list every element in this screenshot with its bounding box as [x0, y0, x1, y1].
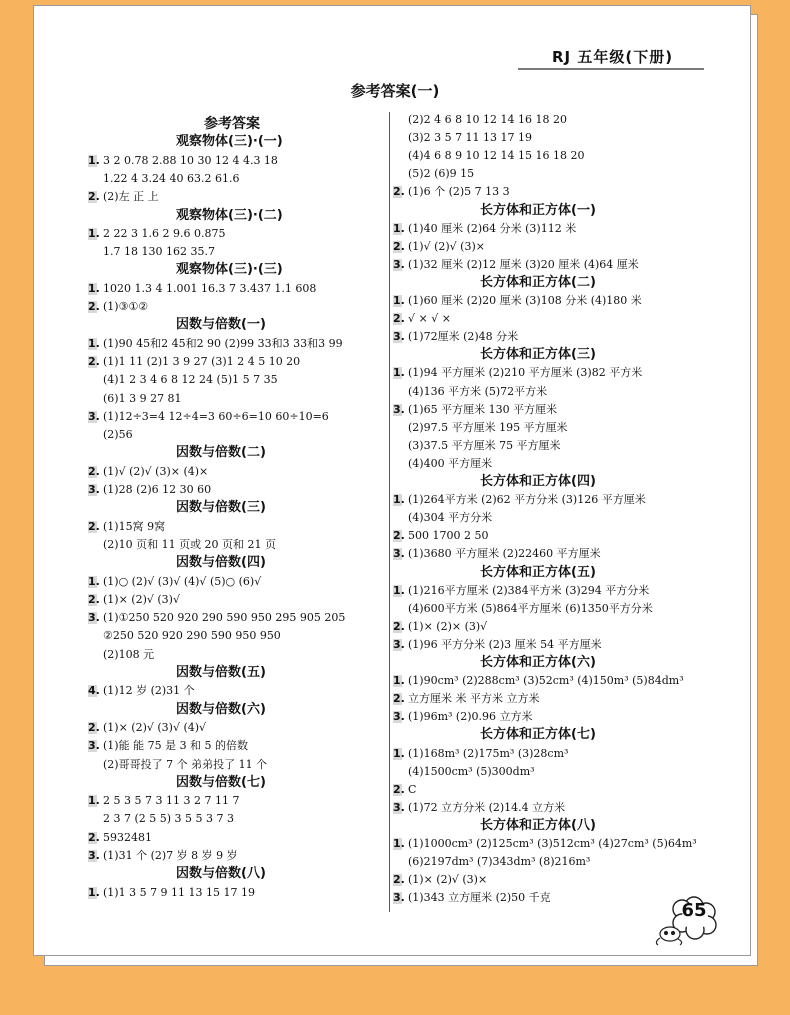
question-number: 1.: [88, 336, 100, 350]
answer-row: [88, 848, 238, 864]
answer-text: (1)343 立方厘米 (2)50 千克: [408, 891, 551, 905]
answer-text: (1)65 平方厘米 130 平方厘米: [408, 402, 558, 416]
answer-text: (1)72 立方分米 (2)14.4 立方米: [408, 800, 566, 814]
question-number: 2.: [393, 619, 405, 633]
answer-row: [393, 384, 547, 400]
section-heading: 因数与倍数(五): [176, 665, 266, 680]
answer-row: [393, 221, 576, 237]
answer-row: [393, 510, 492, 526]
answer-text: (1)32 厘米 (2)12 厘米 (3)20 厘米 (4)64 厘米: [408, 257, 639, 271]
question-number: 3.: [393, 891, 405, 905]
answer-row: [393, 583, 649, 599]
question-number: 3.: [88, 611, 100, 625]
answer-row: [393, 365, 642, 381]
answer-row: [393, 438, 561, 454]
answer-row: [393, 311, 451, 327]
answer-text: (1)28 (2)6 12 30 60: [103, 483, 212, 496]
question-number: 3.: [393, 330, 405, 344]
answer-row: [88, 647, 154, 663]
question-number: 2.: [88, 190, 100, 204]
answer-text: (1)√ (2)√ (3)× (4)×: [103, 464, 209, 478]
answer-row: [88, 244, 215, 260]
question-number: 2.: [393, 312, 405, 326]
question-number: 1.: [88, 794, 100, 808]
answer-row: [393, 293, 642, 309]
answer-row: [88, 189, 159, 205]
answer-text: 2 3 7 (2 5 5) 3 5 5 3 7 3: [103, 812, 235, 826]
answer-row: [88, 391, 182, 407]
answer-row: [393, 673, 684, 689]
answer-row: [393, 456, 492, 472]
answer-row: [88, 281, 316, 297]
answer-text: (1)○ (2)√ (3)√ (4)√ (5)○ (6)√: [103, 574, 262, 588]
question-number: 3.: [88, 849, 100, 862]
answer-text: (1)× (2)× (3)√: [408, 619, 488, 633]
answer-text: 1020 1.3 4 1.001 16.3 7 3.437 1.1 608: [103, 281, 317, 295]
answer-row: [88, 171, 239, 187]
answer-row: [393, 130, 532, 146]
section-heading: 因数与倍数(四): [176, 555, 266, 571]
question-number: 1.: [393, 294, 405, 307]
section-heading: 观察物体(三)·(三): [176, 262, 283, 278]
answer-row: [393, 709, 533, 725]
question-number: 2.: [88, 354, 100, 368]
section-heading: 因数与倍数(六): [176, 701, 266, 717]
section-heading: 长方体和正方体(一): [480, 202, 596, 218]
question-number: 3.: [393, 710, 405, 724]
question-number: 3.: [88, 483, 100, 496]
section-heading: 因数与倍数(三): [176, 500, 266, 516]
answer-row: [88, 683, 195, 699]
answer-row: [88, 537, 276, 553]
grade-label: RJ 五年级(下册): [552, 48, 674, 66]
question-number: 1.: [393, 366, 405, 380]
answer-row: [393, 166, 474, 182]
answer-text: (1)15窝 9窝: [103, 519, 166, 533]
question-number: 2.: [88, 830, 100, 844]
answer-row: [88, 720, 206, 736]
answer-row: [88, 427, 133, 443]
question-number: 3.: [88, 739, 100, 753]
answer-row: [393, 528, 488, 544]
answer-text: (6)2197dm³ (7)343dm³ (8)216m³: [408, 855, 591, 869]
section-heading: 因数与倍数(一): [176, 317, 266, 333]
answer-text: (1)90 45和2 45和2 90 (2)99 33和3 33和3 99: [103, 336, 343, 350]
answer-text: (1)216平方厘米 (2)384平方米 (3)294 平方分米: [408, 583, 650, 597]
answer-row: [88, 738, 248, 754]
answer-text: (1)12÷3=4 12÷4=3 60÷6=10 60÷10=6: [103, 409, 329, 423]
answer-row: [393, 402, 557, 418]
header-rule: [518, 68, 704, 70]
answer-text: (1)1000cm³ (2)125cm³ (3)512cm³ (4)27cm³ (5)64m³: [408, 837, 697, 850]
section-heading: 长方体和正方体(四): [480, 474, 596, 489]
answer-row: [393, 836, 697, 852]
question-number: 1.: [88, 281, 100, 295]
answer-row: [88, 482, 211, 498]
question-number: 2.: [88, 519, 100, 533]
section-heading: 观察物体(三)·(一): [176, 134, 283, 150]
question-number: 3.: [393, 257, 405, 271]
answer-row: [88, 885, 255, 901]
answer-text: (1)12 岁 (2)31 个: [103, 684, 195, 698]
answer-row: [88, 409, 329, 425]
answer-text: (2)97.5 平方厘米 195 平方厘米: [408, 420, 568, 434]
answer-text: (2)108 元: [103, 647, 155, 661]
question-number: 2.: [88, 720, 100, 734]
section-heading: 长方体和正方体(七): [480, 727, 596, 743]
answer-text: (1)3680 平方厘米 (2)22460 平方厘米: [408, 547, 601, 561]
answer-text: (3)2 3 5 7 11 13 17 19: [408, 131, 533, 145]
question-number: 3.: [393, 800, 405, 814]
answer-text: (1)× (2)√ (3)√ (4)√: [103, 720, 207, 734]
question-number: 3.: [88, 409, 100, 423]
question-number: 3.: [393, 637, 405, 651]
answer-text: 1.7 18 130 162 35.7: [103, 245, 215, 259]
question-number: 2.: [393, 239, 405, 253]
answer-row: [88, 830, 152, 846]
answer-row: [393, 872, 487, 888]
question-number: 1.: [88, 885, 100, 899]
question-number: 3.: [393, 402, 405, 416]
answer-text: (1)1 3 5 7 9 11 13 15 17 19: [103, 885, 256, 899]
answer-row: [88, 592, 180, 608]
answer-text: (1)1 11 (2)1 3 9 27 (3)1 2 4 5 10 20: [103, 354, 301, 368]
answer-row: [88, 757, 267, 773]
question-number: 2.: [88, 592, 100, 606]
answer-text: (1)③①②: [103, 300, 149, 313]
answer-row: [88, 628, 281, 644]
question-number: 1.: [393, 674, 405, 688]
answer-text: (5)2 (6)9 15: [408, 167, 475, 181]
answer-row: [88, 793, 239, 809]
answer-row: [393, 800, 565, 816]
section-heading: 因数与倍数(八): [176, 866, 266, 882]
answer-text: (1)40 厘米 (2)64 分米 (3)112 米: [408, 221, 577, 235]
answer-text: (3)37.5 平方厘米 75 平方厘米: [408, 438, 561, 452]
question-number: 2.: [393, 873, 405, 887]
question-number: 1.: [88, 153, 100, 167]
question-number: 2.: [393, 185, 405, 199]
question-number: 2.: [393, 529, 405, 543]
section-heading: 长方体和正方体(五): [480, 564, 596, 580]
answer-text: (1)能 能 75 是 3 和 5 的倍数: [103, 739, 249, 753]
question-number: 3.: [393, 547, 405, 561]
question-number: 1.: [88, 574, 100, 588]
answer-text: √ × √ ×: [408, 312, 451, 326]
page-number: 65: [681, 900, 707, 921]
answer-row: [393, 329, 518, 345]
answer-row: [88, 153, 278, 169]
answer-text: (1)6 个 (2)5 7 13 3: [408, 185, 510, 199]
answer-row: [393, 184, 510, 200]
answer-row: [393, 257, 639, 273]
question-number: 2.: [393, 692, 405, 706]
question-number: 1.: [393, 583, 405, 597]
section-heading: 长方体和正方体(六): [480, 655, 596, 670]
answer-text: (1)72厘米 (2)48 分米: [408, 330, 519, 344]
answer-text: 5932481: [103, 830, 152, 844]
question-number: 4.: [88, 684, 100, 698]
answer-row: [88, 336, 343, 352]
answer-row: [393, 492, 646, 508]
answer-row: [88, 464, 208, 480]
question-number: 1.: [88, 226, 100, 240]
section-heading: 长方体和正方体(八): [480, 817, 596, 833]
answer-text: (4)1500cm³ (5)300dm³: [408, 764, 535, 778]
answer-text: (1)①250 520 920 290 590 950 295 905 205: [103, 611, 346, 625]
section-heading: 观察物体(三)·(二): [176, 207, 283, 223]
answers-heading: 参考答案: [204, 116, 260, 132]
answer-text: 1.22 4 3.24 40 63.2 61.6: [103, 171, 240, 185]
question-number: 2.: [88, 300, 100, 313]
answer-row: [88, 574, 261, 590]
answer-text: (4)136 平方米 (5)72平方米: [408, 384, 548, 398]
answer-text: (1)31 个 (2)7 岁 8 岁 9 岁: [103, 849, 238, 862]
answer-row: [393, 239, 485, 255]
answer-row: [88, 299, 148, 315]
answer-text: (1)168m³ (2)175m³ (3)28cm³: [408, 746, 569, 760]
answer-text: (2)10 页和 11 页或 20 页和 21 页: [103, 537, 277, 551]
answer-text: 3 2 0.78 2.88 10 30 12 4 4.3 18: [103, 153, 278, 167]
answer-row: [88, 610, 345, 626]
answer-text: (4)304 平方分米: [408, 511, 493, 525]
answer-text: 2 5 3 5 7 3 11 3 2 7 11 7: [103, 794, 240, 808]
answer-text: (2)56: [103, 428, 133, 442]
answer-text: 500 1700 2 50: [408, 529, 489, 543]
answer-text: (4)4 6 8 9 10 12 14 15 16 18 20: [408, 149, 585, 163]
question-number: 1.: [393, 746, 405, 760]
answer-row: [88, 811, 234, 827]
answer-row: [393, 420, 568, 436]
page-title: 参考答案(一): [350, 82, 440, 100]
answer-text: (2)左 正 上: [103, 190, 159, 204]
section-heading: 因数与倍数(七): [176, 774, 266, 790]
answer-row: [393, 746, 568, 762]
question-number: 1.: [393, 837, 405, 850]
question-number: 2.: [393, 782, 405, 796]
answer-row: [393, 764, 535, 780]
answer-text: (4)400 平方厘米: [408, 456, 493, 470]
column-divider: [389, 112, 390, 912]
answer-text: (4)1 2 3 4 6 8 12 24 (5)1 5 7 35: [103, 373, 278, 387]
section-heading: 因数与倍数(二): [176, 445, 266, 461]
answer-text: (1)60 厘米 (2)20 厘米 (3)108 分米 (4)180 米: [408, 294, 642, 307]
answer-row: [393, 546, 601, 562]
answer-text: (1)96 平方分米 (2)3 厘米 54 平方厘米: [408, 637, 602, 651]
answer-text: (1)× (2)√ (3)√: [103, 592, 180, 606]
answer-text: (1)264平方米 (2)62 平方分米 (3)126 平方厘米: [408, 493, 646, 507]
section-heading: 长方体和正方体(二): [480, 274, 596, 290]
answer-text: (6)1 3 9 27 81: [103, 391, 182, 405]
question-number: 2.: [88, 464, 100, 478]
answer-text: (1)90cm³ (2)288cm³ (3)52cm³ (4)150m³ (5)84dm³: [408, 674, 684, 688]
answer-row: [88, 354, 300, 370]
answer-text: 2 22 3 1.6 2 9.6 0.875: [103, 226, 226, 240]
answer-row: [393, 637, 602, 653]
answer-text: (1)√ (2)√ (3)×: [408, 239, 485, 253]
answer-text: (1)94 平方厘米 (2)210 平方厘米 (3)82 平方米: [408, 366, 643, 380]
answer-row: [393, 854, 590, 870]
answer-row: [88, 372, 278, 388]
answer-row: [88, 519, 165, 535]
question-number: 1.: [393, 493, 405, 507]
answer-row: [393, 112, 567, 128]
answer-row: [393, 890, 551, 906]
answer-text: (1)96m³ (2)0.96 立方米: [408, 710, 533, 724]
answer-row: [393, 601, 653, 617]
question-number: 1.: [393, 221, 405, 235]
answer-text: (2)哥哥投了 7 个 弟弟投了 11 个: [103, 757, 268, 771]
answer-text: ②250 520 920 290 590 950 950: [103, 629, 281, 643]
answer-row: [393, 782, 416, 798]
answer-text: (4)600平方米 (5)864平方厘米 (6)1350平方分米: [408, 601, 653, 615]
section-heading: 长方体和正方体(三): [480, 347, 596, 363]
answer-row: [393, 691, 540, 707]
answer-row: [88, 226, 225, 242]
answer-text: C: [408, 782, 417, 796]
answer-row: [393, 619, 487, 635]
answer-text: 立方厘米 米 平方米 立方米: [408, 692, 540, 706]
answer-row: [393, 148, 585, 164]
answer-text: (2)2 4 6 8 10 12 14 16 18 20: [408, 113, 568, 126]
answer-text: (1)× (2)√ (3)×: [408, 873, 488, 887]
